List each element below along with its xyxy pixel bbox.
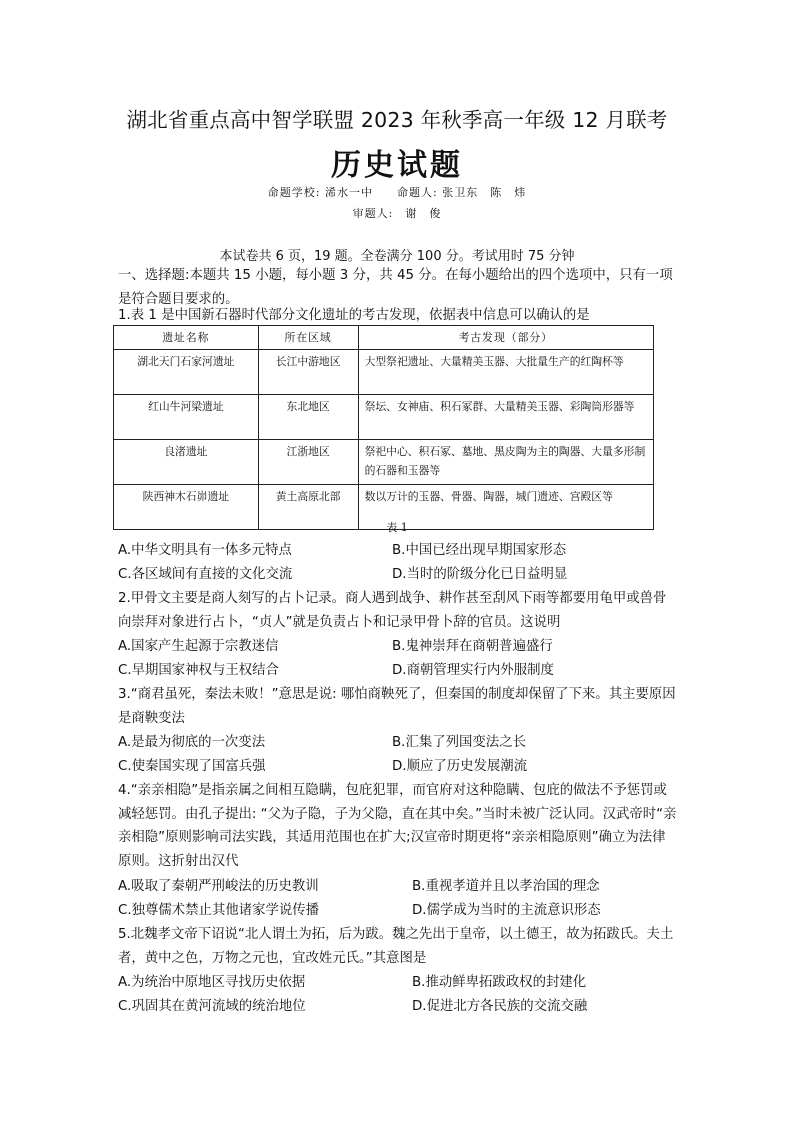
site-name-cell: 陕西神木石峁遗址 bbox=[114, 485, 259, 530]
table-header-cell: 遗址名称 bbox=[114, 326, 259, 350]
option-d[interactable]: D.当时的阶级分化已日益明显 bbox=[392, 567, 568, 582]
option-a[interactable]: A.国家产生起源于宗教迷信 bbox=[118, 639, 279, 654]
section-heading: 一、选择题:本题共 15 小题，每小题 3 分，共 45 分。在每小题给出的四个选项中，只有一项是符合题目要求的。 bbox=[118, 268, 673, 307]
site-name-cell: 湖北天门石家河遗址 bbox=[114, 350, 259, 395]
question-1-options-row-2 bbox=[118, 563, 678, 587]
findings-cell: 祭祀中心、积石冢、墓地、黑皮陶为主的陶器、大量多形制的石器和玉器等 bbox=[358, 440, 653, 485]
question-3-stem: 3.“商君虽死，秦法未败！”意思是说: 哪怕商鞅死了，但秦国的制度却保留了下来。其主要原因是商鞅变法 bbox=[118, 687, 676, 726]
table-caption: 表 1 bbox=[386, 521, 408, 534]
question-2-options-row-2 bbox=[118, 659, 678, 683]
relics-table bbox=[113, 325, 654, 530]
question-3-options-row-1 bbox=[118, 731, 678, 755]
setter-info: 命题学校: 浠水一中 命题人: 张卫东 陈 炜 bbox=[267, 186, 527, 199]
exam-notice: 本试卷共 6 页，19 题。全卷满分 100 分。考试用时 75 分钟 bbox=[219, 249, 575, 264]
region-cell: 长江中游地区 bbox=[258, 350, 358, 395]
question-5-options-row-2 bbox=[118, 995, 678, 1019]
reviewer-info: 审题人: 谢 俊 bbox=[352, 207, 442, 220]
option-b[interactable]: B.推动鲜卑拓跋政权的封建化 bbox=[412, 975, 587, 990]
region-cell: 黄土高原北部 bbox=[258, 485, 358, 530]
question-1-stem: 1.表 1 是中国新石器时代部分文化遗址的考古发现，依据表中信息可以确认的是 bbox=[118, 308, 590, 323]
table-row bbox=[114, 350, 654, 395]
option-d[interactable]: D.促进北方各民族的交流交融 bbox=[412, 999, 588, 1014]
question-4-options-row-2 bbox=[118, 899, 678, 923]
findings-cell: 大型祭祀遗址、大量精美玉器、大批量生产的红陶杯等 bbox=[358, 350, 653, 395]
question-5-stem: 5.北魏孝文帝下诏说“北人谓土为拓，后为跋。魏之先出于皇帝，以土德王，故为拓跋氏。夫土者，黄中之色，万物之元也，宜改姓元氏。”其意图是 bbox=[118, 927, 674, 966]
option-b[interactable]: B.重视孝道并且以孝治国的理念 bbox=[412, 879, 600, 894]
question-2-options-row-1 bbox=[118, 635, 678, 659]
option-a[interactable]: A.为统治中原地区寻找历史依据 bbox=[118, 975, 306, 990]
option-c[interactable]: C.使秦国实现了国富兵强 bbox=[118, 759, 266, 774]
option-c[interactable]: C.巩固其在黄河流域的统治地位 bbox=[118, 999, 306, 1014]
question-1-options-row-1 bbox=[118, 539, 678, 563]
findings-cell: 祭坛、女神庙、积石冢群、大量精美玉器、彩陶筒形器等 bbox=[358, 395, 653, 440]
option-c[interactable]: C.各区域间有直接的文化交流 bbox=[118, 567, 293, 582]
subject-title: 历史试题 bbox=[331, 148, 463, 183]
option-a[interactable]: A.吸取了秦朝严刑峻法的历史教训 bbox=[118, 879, 319, 894]
option-b[interactable]: B.汇集了列国变法之长 bbox=[392, 735, 526, 750]
site-name-cell: 红山牛河梁遗址 bbox=[114, 395, 259, 440]
exam-title: 湖北省重点高中智学联盟 2023 年秋季高一年级 12 月联考 bbox=[126, 108, 668, 132]
option-a[interactable]: A.是最为彻底的一次变法 bbox=[118, 735, 266, 750]
findings-cell: 数以万计的玉器、骨器、陶器，城门遗迹、宫殿区等 bbox=[358, 485, 653, 530]
option-d[interactable]: D.儒学成为当时的主流意识形态 bbox=[412, 903, 601, 918]
option-c[interactable]: C.早期国家神权与王权结合 bbox=[118, 663, 279, 678]
question-2-stem: 2.甲骨文主要是商人刻写的占卜记录。商人遇到战争、耕作甚至刮风下雨等都要用龟甲或兽骨向崇拜对象进行占卜，“贞人”就是负责占卜和记录甲骨卜辞的官员。这说明 bbox=[118, 591, 667, 630]
question-4-stem: 4.“亲亲相隐”是指亲属之间相互隐瞒，包庇犯罪，而官府对这种隐瞒、包庇的做法不予惩罚或减轻惩罚。由孔子提出: “父为子隐，子为父隐，直在其中矣。”当时未被广泛认同。汉武帝时“亲亲相隐”原则影响司法实践，其适用范围也在扩大;汉宣帝时期更将“亲亲相隐原则”确立为法律原则。这折射出汉代 bbox=[118, 783, 677, 869]
table-row bbox=[114, 440, 654, 485]
site-name-cell: 良渚遗址 bbox=[114, 440, 259, 485]
table-header-cell: 考古发现（部分） bbox=[358, 326, 653, 350]
table-header-cell: 所在区域 bbox=[258, 326, 358, 350]
question-3-options-row-2 bbox=[118, 755, 678, 779]
option-c[interactable]: C.独尊儒术禁止其他诸家学说传播 bbox=[118, 903, 320, 918]
table-header-row bbox=[114, 326, 654, 350]
option-b[interactable]: B.中国已经出现早期国家形态 bbox=[392, 543, 567, 558]
option-d[interactable]: D.顺应了历史发展潮流 bbox=[392, 759, 528, 774]
region-cell: 江浙地区 bbox=[258, 440, 358, 485]
option-a[interactable]: A.中华文明具有一体多元特点 bbox=[118, 543, 292, 558]
option-b[interactable]: B.鬼神崇拜在商朝普遍盛行 bbox=[392, 639, 553, 654]
question-5-options-row-1 bbox=[118, 971, 678, 995]
region-cell: 东北地区 bbox=[258, 395, 358, 440]
table-row bbox=[114, 395, 654, 440]
question-4-options-row-1 bbox=[118, 875, 678, 899]
option-d[interactable]: D.商朝管理实行内外服制度 bbox=[392, 663, 554, 678]
